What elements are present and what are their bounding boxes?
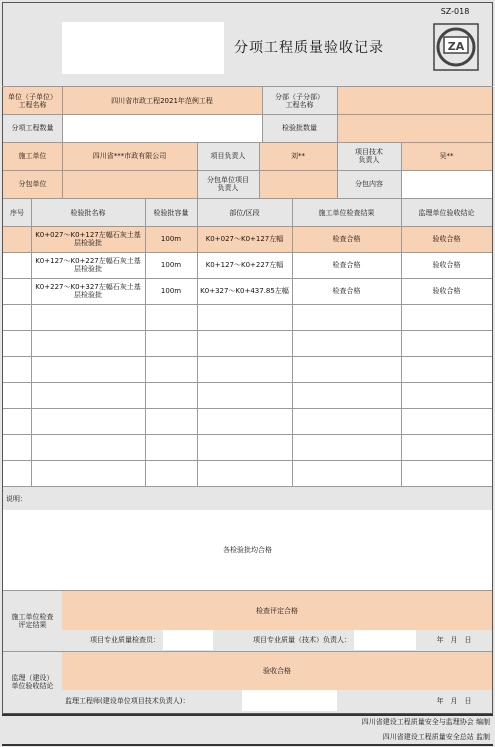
- page-title: 分项工程质量验收记录: [234, 40, 384, 56]
- col-header-location: 部位/区段: [197, 199, 292, 226]
- row-accept: 验收合格: [432, 235, 461, 243]
- col-header-name: 检验批名称: [31, 199, 145, 226]
- row-location: K0+127～K0+227左幅: [205, 261, 284, 269]
- inspector-value: [163, 630, 213, 650]
- row-location: K0+327～K0+437.85左幅: [200, 287, 289, 295]
- row-capacity: 100m: [160, 235, 182, 243]
- pm-value: 刘**: [259, 142, 337, 170]
- row-capacity: 100m: [160, 261, 182, 269]
- tech-lead-value: 吴**: [401, 142, 492, 170]
- constructor-label: 施工单位: [3, 142, 62, 170]
- row-name: K0+027～K0+127左幅石灰土基层检验批: [35, 231, 141, 247]
- sub-pm-label: 分包单位项目 负责人: [197, 170, 259, 198]
- row-check: 检查合格: [332, 235, 361, 243]
- sub-pm-value: [259, 170, 337, 198]
- col-header-no: 序号: [3, 199, 31, 226]
- subitem-qty-value: [62, 114, 262, 142]
- notes-text: 各检验批均合格: [223, 546, 272, 554]
- row-location: K0+027～K0+127左幅: [205, 235, 284, 243]
- lot-qty-value: [337, 114, 492, 142]
- tech-lead-sign-label: 项目专业质量（技术）负责人：: [213, 630, 354, 650]
- row-capacity: 100m: [160, 287, 182, 295]
- logo-text: ZA: [447, 40, 465, 53]
- lot-qty-label: 检验批数量: [262, 114, 337, 142]
- inspector-label: 项目专业质量检查员：: [62, 630, 163, 650]
- engineer-value: [242, 690, 337, 711]
- unit-name-value: 四川省市政工程2021年范例工程: [62, 87, 262, 114]
- notes-label: 说明：: [3, 487, 48, 510]
- row-name: K0+127～K0+227左幅石灰土基层检验批: [35, 257, 141, 273]
- supervision-result-label: 监理（建设） 单位验收结论: [3, 652, 62, 712]
- row-no: [3, 226, 31, 252]
- unit-name-label: 单位（子单位） 工程名称: [3, 87, 62, 114]
- construction-result-value: 检查评定合格: [62, 591, 492, 630]
- col-header-capacity: 检验批容量: [145, 199, 197, 226]
- part-name-value: [337, 87, 492, 114]
- footer-supervisor: 四川省建设工程质量安全总站 监制: [382, 733, 490, 741]
- form-code: SZ-018: [440, 7, 470, 16]
- construction-date: 年 月 日: [416, 630, 492, 650]
- row-accept: 验收合格: [432, 261, 461, 269]
- engineer-label: 监理工程师(建设单位项目技术负责人)：: [62, 690, 242, 711]
- za-logo-icon: [432, 22, 480, 72]
- row-accept: 验收合格: [432, 287, 461, 295]
- supervision-date: 年 月 日: [416, 690, 492, 711]
- row-no: [3, 252, 31, 278]
- empty-table-rows: [3, 304, 492, 486]
- row-check: 检查合格: [332, 261, 361, 269]
- supervision-result-value: 验收合格: [62, 652, 492, 690]
- sub-content-label: 分包内容: [337, 170, 401, 198]
- logo: [432, 22, 480, 72]
- subcontractor-value: [62, 170, 197, 198]
- tech-lead-sign-value: [354, 630, 416, 650]
- part-name-label: 分部（子分部） 工程名称: [262, 87, 337, 114]
- subitem-qty-label: 分项工程数量: [3, 114, 62, 142]
- construction-result-label: 施工单位检查 评定结果: [3, 591, 62, 651]
- row-name: K0+227～K0+327左幅石灰土基层检验批: [35, 283, 141, 299]
- row-no: [3, 278, 31, 304]
- tech-lead-label: 项目技术 负责人: [337, 142, 401, 170]
- subcontractor-label: 分包单位: [3, 170, 62, 198]
- footer-compiler: 四川省建设工程质量安全与监理协会 编制: [361, 718, 490, 726]
- row-check: 检查合格: [332, 287, 361, 295]
- pm-label: 项目负责人: [197, 142, 259, 170]
- col-header-accept: 监理单位验收结论: [401, 199, 492, 226]
- constructor-value: 四川省***市政有限公司: [62, 142, 197, 170]
- col-header-check: 施工单位检查结果: [292, 199, 401, 226]
- sub-content-value: [401, 170, 492, 198]
- header-blank: [62, 22, 224, 74]
